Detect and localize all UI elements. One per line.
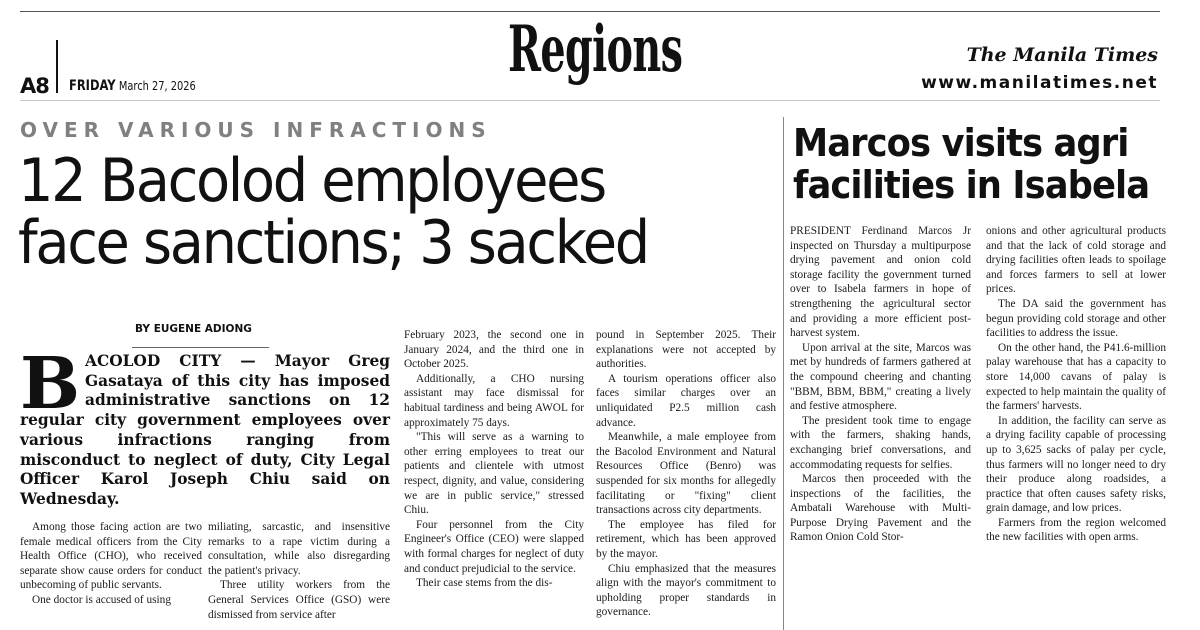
byline: BY EUGENE ADIONG	[135, 323, 252, 335]
section-title: Regions	[508, 12, 683, 87]
paragraph: The president took time to engage with the farmers, shaking hands, exchanging brief conversations, and accommodating requests for selfies.	[790, 414, 971, 471]
column-divider	[783, 117, 784, 630]
main-story-column-3	[404, 328, 584, 591]
paragraph: The DA said the government has begun providing cold storage and other facilities to address the issue.	[986, 297, 1166, 340]
paragraph: The employee has filed for retirement, which has been approved by the mayor.	[596, 518, 776, 560]
paragraph: Additionally, a CHO nursing assistant may face dismissal for habitual tardiness and being AWOL for approximately 75 days.	[404, 372, 584, 429]
paragraph: Three utility workers from the General Services Office (GSO) were dismissed from service after	[208, 579, 390, 621]
paragraph: Meanwhile, a male employee from the Bacolod Environment and Natural Resources Office (Benro) was suspended for six months for allegedly facilitating or "fixing" client transactions across city departments.	[596, 431, 776, 517]
paragraph: Among those facing action are two female medical officers from the City Health Office (CHO), who received separate show cause orders for conduct unbecoming of public servants.	[20, 521, 202, 592]
paragraph: Marcos then proceeded with the inspections of the facilities, the Ambatali Warehouse with Multi-Purpose Drying Pavement and the Ramon Onion Cold Stor-	[790, 473, 971, 544]
paragraph-continuation: onions and other agricultural products and that the lack of cold storage and drying facilities often leads to spoilage and forces farmers to sell at lower prices.	[986, 225, 1166, 296]
paragraph: "This will serve as a warning to other erring employees to treat our patients and clientele with utmost respect, dignity, and value, considering we are in public service," stressed Chiu.	[404, 431, 584, 517]
page-number-separator	[56, 40, 58, 93]
masthead-rule	[20, 100, 1160, 101]
side-story-headline: Marcos visits agri facilities in Isabela	[793, 121, 1150, 207]
paragraph: Chiu emphasized that the measures align with the mayor's commitment to upholding proper standards in governance.	[596, 562, 776, 619]
paragraph: On the other hand, the P41.6-million palay warehouse that has a capacity to store 14,000 cavans of palay is expected to help maintain the quality of the farmers' harvests.	[986, 341, 1166, 413]
paper-name-logo: The Manila Times	[966, 44, 1158, 66]
paragraph-lede: PRESIDENT Ferdinand Marcos Jr inspected on Thursday a multipurpose drying pavement and onion cold storage facility the government turned over to Isabela farmers in hope of strengthening the agricultural sector and providing a more efficient post-harvest system.	[790, 225, 971, 340]
byline-rule	[132, 347, 269, 348]
main-story-column-2	[208, 520, 390, 622]
paragraph-continuation: pound in September 2025. Their explanations were not accepted by authorities.	[596, 329, 776, 371]
lede-text: ACOLOD CITY — Mayor Greg Gasataya of this city has imposed administrative sanctions on 12 regular city government employees over various infractions ranging from misconduct to neglect of duty, City Legal Officer Karol Joseph Chiu said on Wednesday.	[20, 352, 390, 508]
dateline	[69, 78, 196, 94]
drop-cap: B	[20, 341, 81, 425]
main-story-headline: 12 Bacolod employees face sanctions; 3 sacked	[18, 146, 648, 278]
paragraph: Their case stems from the dis-	[416, 577, 553, 590]
side-story-column-1	[790, 224, 971, 545]
paragraph: Farmers from the region welcomed the new facilities with open arms.	[986, 516, 1166, 544]
paragraph: Four personnel from the City Engineer's Office (CEO) were slapped with formal charges for neglect of duty and conduct prejudicial to the service.	[404, 518, 584, 575]
dateline-day: FRIDAY	[69, 78, 116, 94]
dateline-date: March 27, 2026	[118, 79, 196, 93]
side-story-column-2	[986, 224, 1166, 545]
paragraph: One doctor is accused of using	[32, 593, 171, 606]
paragraph-continuation: miliating, sarcastic, and insensitive remarks to a rape victim during a consultation, while also disregarding the patient's privacy.	[208, 521, 390, 577]
paragraph-continuation: February 2023, the second one in January 2024, and the third one in October 2025.	[404, 329, 584, 371]
main-story-column-1	[20, 520, 202, 608]
paragraph: A tourism operations officer also faces similar charges over an unliquidated P2.5 million cash advance.	[596, 372, 776, 429]
paragraph: In addition, the facility can serve as a drying facility capable of processing up to 3,625 sacks of palay per cycle, thus farmers will no longer need to dry their produce along roadsides, a practice that often causes safety risks, grain damage, and low prices.	[986, 414, 1166, 515]
page-number: A8	[20, 74, 49, 98]
lede-paragraph	[20, 341, 390, 510]
main-story-kicker: OVER VARIOUS INFRACTIONS	[20, 118, 492, 142]
main-story-column-4	[596, 328, 776, 620]
paragraph: Upon arrival at the site, Marcos was met by hundreds of farmers gathered at the compound cheering and chanting "BBM, BBM, BBM," creating a lively and festive atmosphere.	[790, 341, 971, 413]
paper-url[interactable]: www.manilatimes.net	[921, 73, 1158, 93]
